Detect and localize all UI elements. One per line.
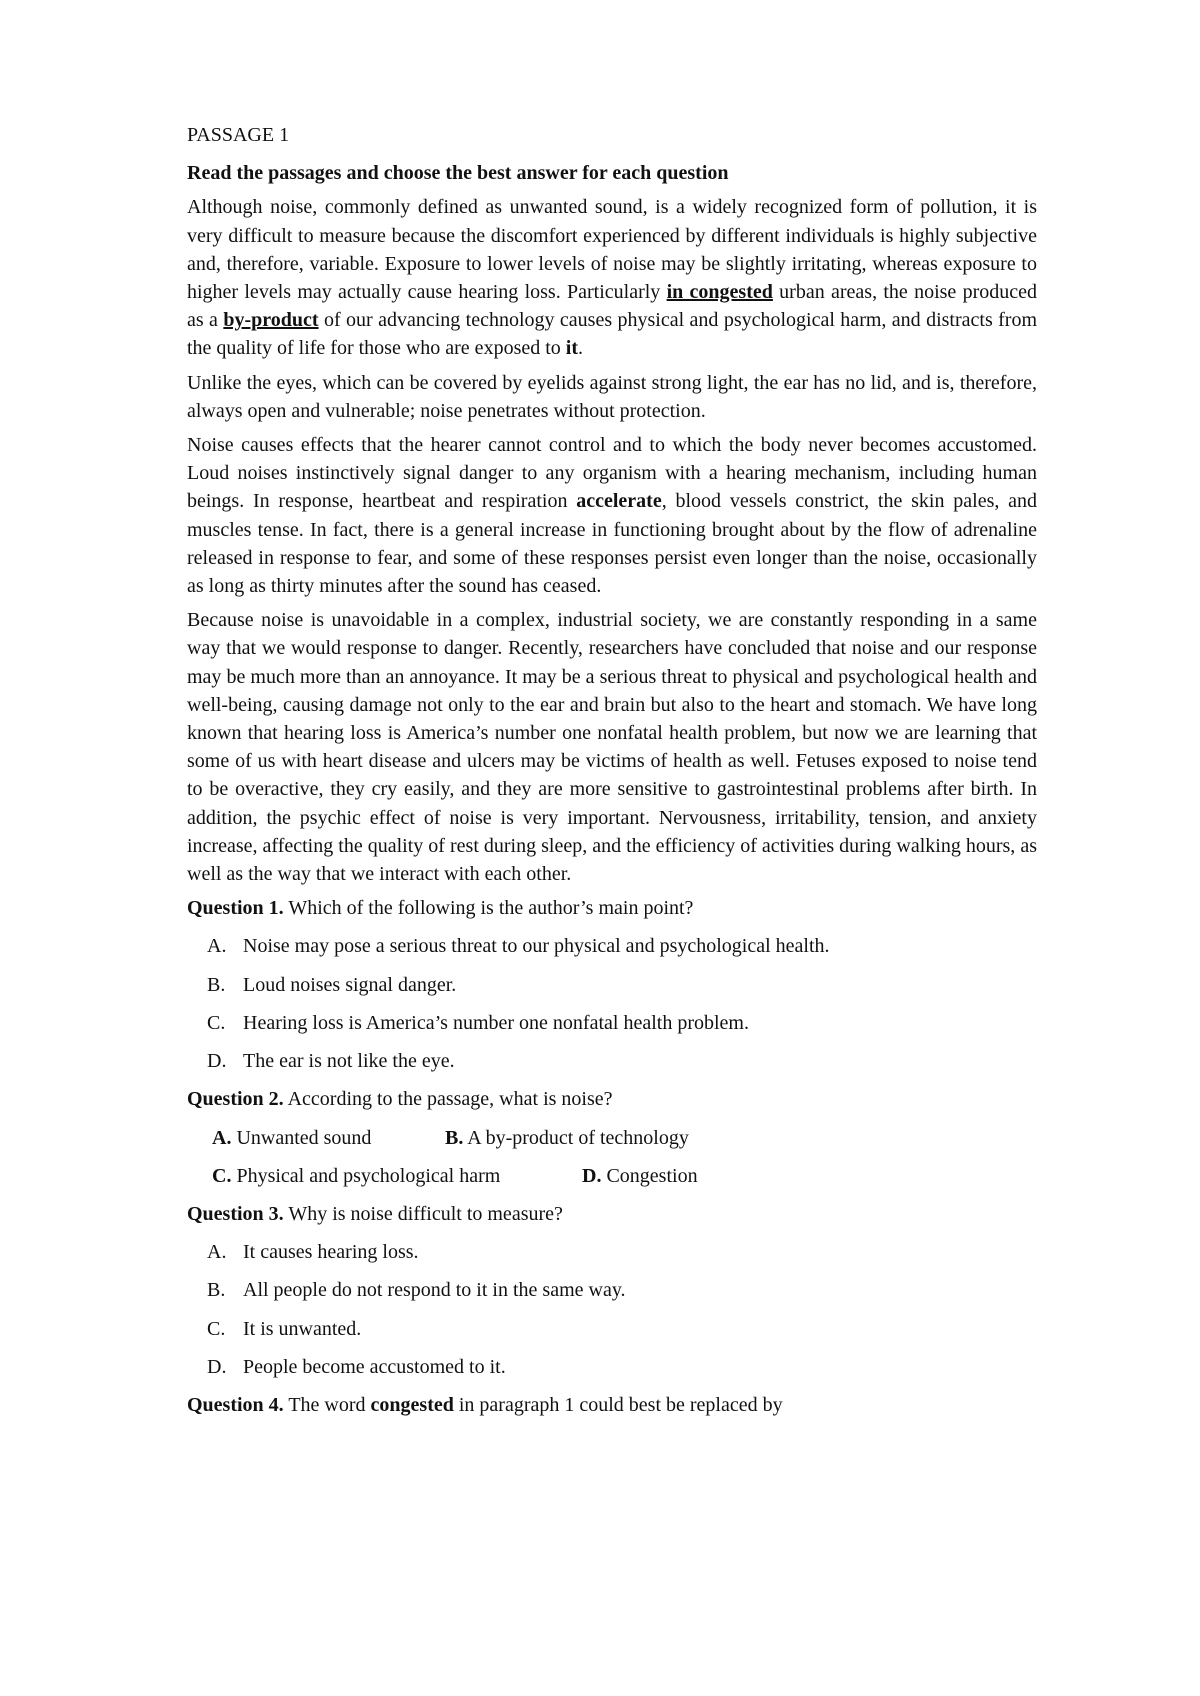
option-text: Noise may pose a serious threat to our physical and psychological health.: [243, 935, 830, 958]
paragraph-1-text-b: urban areas, the noise produced as a: [187, 281, 1038, 332]
option-text: A by-product of technology: [463, 1126, 689, 1149]
question-2-option-a[interactable]: [212, 1124, 445, 1152]
question-2-label: Question 2.: [187, 1088, 284, 1111]
option-text: Congestion: [601, 1164, 698, 1187]
question-1-text: Which of the following is the author’s main point?: [283, 897, 694, 920]
option-letter: C.: [212, 1164, 232, 1187]
question-2-options-row-2: [187, 1162, 1037, 1190]
question-1-option-b[interactable]: [187, 971, 1037, 999]
option-letter: B.: [445, 1126, 464, 1149]
option-letter: D.: [207, 1355, 227, 1378]
bold-word-accelerate: accelerate: [576, 490, 662, 513]
option-letter: C.: [207, 1317, 226, 1340]
paragraph-4: Because noise is unavoidable in a complex, industrial society, we are constantly responding in a same way that we would response to danger. Recently, researchers have concluded that noise and our response may be much more than an annoyance. It may be a serious threat to physical and psychological health and well-being, causing damage not only to the ear and brain but also to the heart and stomach. We have long known that hearing loss is America’s number one nonfatal health problem, but now we are learning that some of us with heart disease and ulcers may be victims of health as well. Fetuses exposed to noise tend to be overactive, they cry easily, and they are more sensitive to gastrointestinal problems after birth. In addition, the psychic effect of noise is very important. Nervousness, irritability, tension, and anxiety increase, affecting the quality of rest during sleep, and the efficiency of activities during walking hours, as well as the way that we interact with each other.: [187, 609, 1037, 886]
paragraph-2: Unlike the eyes, which can be covered by eyelids against strong light, the ear has no lid, and is, therefore, always open and vulnerable; noise penetrates without protection.: [187, 371, 1037, 422]
paragraph-3: [187, 431, 1037, 600]
question-1: [187, 894, 1037, 922]
option-text: Loud noises signal danger.: [243, 973, 457, 996]
question-1-option-c[interactable]: [187, 1009, 1037, 1037]
question-4-label: Question 4.: [187, 1393, 284, 1416]
paragraph-3-text-a: Noise causes effects that the hearer cannot control and to which the body never becomes accustomed. Loud noises instinctively signal danger to any organism with a hearing mechanism, including human beings. In response, heartbeat and respiration: [187, 434, 1037, 513]
passage-title: PASSAGE 1: [187, 124, 290, 146]
question-3: [187, 1200, 1037, 1228]
question-3-options: [187, 1238, 1037, 1381]
paragraph-1-text-a: Although noise, commonly defined as unwanted sound, is a widely recognized form of pollution, it is very difficult to measure because the discomfort experienced by different individuals is highly subjective and, therefore, variable. Exposure to lower levels of noise may be slightly irritating, whereas exposure to higher levels may actually cause hearing loss. Particularly: [187, 196, 1037, 304]
question-2-option-c[interactable]: [212, 1162, 582, 1190]
underlined-phrase-in-congested: in congested: [666, 281, 773, 304]
option-letter: A.: [207, 1241, 227, 1264]
option-letter: A.: [207, 935, 227, 958]
question-3-option-c[interactable]: [187, 1315, 1037, 1343]
document-page: [187, 121, 1037, 1429]
question-4: [187, 1391, 1037, 1419]
question-1-option-a[interactable]: [187, 932, 1037, 960]
underlined-word-by-product: by-product: [223, 309, 319, 332]
question-2-options-row-1: [187, 1124, 1037, 1152]
option-text: Hearing loss is America’s number one nonfatal health problem.: [243, 1011, 749, 1034]
instruction-text: Read the passages and choose the best answer for each question: [187, 162, 729, 185]
option-letter: C.: [207, 1011, 226, 1034]
question-4-text-a: The word: [283, 1393, 371, 1416]
question-4-keyword: congested: [370, 1393, 454, 1416]
question-1-option-d[interactable]: [187, 1047, 1037, 1075]
question-2-option-b[interactable]: [445, 1124, 689, 1152]
question-2-text: According to the passage, what is noise?: [283, 1088, 613, 1111]
paragraph-1-text-c: of our advancing technology causes physical and psychological harm, and distracts from the quality of life for those who are exposed to: [187, 309, 1037, 360]
question-3-option-d[interactable]: [187, 1353, 1037, 1381]
option-text: Unwanted sound: [231, 1126, 372, 1149]
option-letter: D.: [207, 1050, 227, 1073]
question-3-option-a[interactable]: [187, 1238, 1037, 1266]
option-text: People become accustomed to it.: [243, 1355, 506, 1378]
question-3-option-b[interactable]: [187, 1276, 1037, 1304]
question-4-text-b: in paragraph 1 could best be replaced by: [453, 1393, 783, 1416]
option-letter: D.: [582, 1164, 602, 1187]
question-1-options: [187, 932, 1037, 1075]
option-text: Physical and psychological harm: [231, 1164, 501, 1187]
option-letter: B.: [207, 1279, 226, 1302]
question-2-option-d[interactable]: [582, 1162, 698, 1190]
option-text: All people do not respond to it in the same way.: [243, 1279, 626, 1302]
paragraph-1-text-d: .: [578, 337, 583, 360]
question-2: [187, 1085, 1037, 1113]
option-letter: A.: [212, 1126, 232, 1149]
question-1-label: Question 1.: [187, 897, 284, 920]
option-letter: B.: [207, 973, 226, 996]
paragraph-1: [187, 193, 1037, 362]
question-3-label: Question 3.: [187, 1202, 284, 1225]
bold-word-it: it: [565, 337, 578, 360]
option-text: It is unwanted.: [243, 1317, 362, 1340]
paragraph-3-text-b: , blood vessels constrict, the skin pales, and muscles tense. In fact, there is a general increase in functioning brought about by the flow of adrenaline released in response to fear, and some of these responses persist even longer than the noise, occasionally as long as thirty minutes after the sound has ceased.: [187, 490, 1038, 598]
option-text: The ear is not like the eye.: [243, 1050, 455, 1073]
option-text: It causes hearing loss.: [243, 1241, 419, 1264]
question-3-text: Why is noise difficult to measure?: [283, 1202, 563, 1225]
